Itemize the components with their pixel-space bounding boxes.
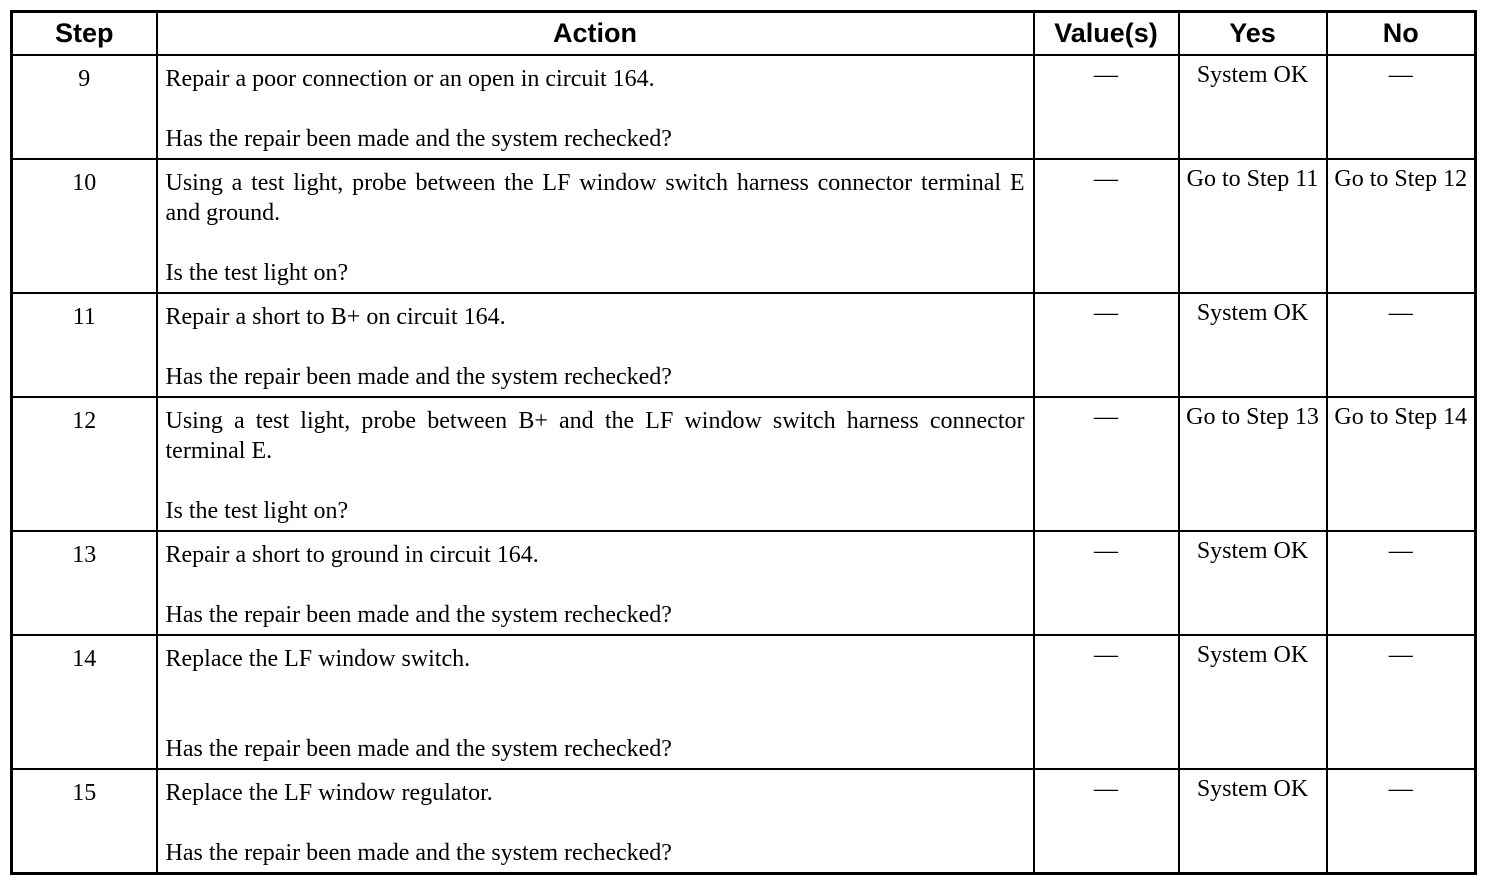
- action-cell: [157, 397, 1034, 531]
- action-question: Has the repair been made and the system rechecked?: [165, 126, 672, 152]
- yes-result: System OK: [1179, 635, 1327, 769]
- no-result: —: [1327, 769, 1476, 874]
- yes-result: System OK: [1179, 531, 1327, 635]
- action-cell: [157, 293, 1034, 397]
- yes-result: System OK: [1179, 55, 1327, 159]
- step-number: 12: [12, 397, 157, 531]
- action-question: Has the repair been made and the system rechecked?: [165, 364, 672, 390]
- action-text: Using a test light, probe between B+ and the LF window switch harness connector terminal E.: [165, 408, 1025, 464]
- table-header: [12, 12, 1476, 56]
- yes-result: System OK: [1179, 769, 1327, 874]
- diagnostic-table-container: [10, 10, 1477, 875]
- value-cell: —: [1034, 397, 1179, 531]
- action-column-header: Action: [157, 12, 1034, 56]
- step-number: 14: [12, 635, 157, 769]
- step-number: 10: [12, 159, 157, 293]
- action-text: Repair a poor connection or an open in circuit 164.: [165, 66, 655, 92]
- table-row: [12, 531, 1476, 635]
- action-cell: [157, 635, 1034, 769]
- table-row: [12, 397, 1476, 531]
- no-result: Go to Step 14: [1327, 397, 1476, 531]
- table-body: [12, 55, 1476, 874]
- action-question: Is the test light on?: [165, 260, 349, 286]
- action-question: Has the repair been made and the system rechecked?: [165, 602, 672, 628]
- action-text: Replace the LF window regulator.: [165, 780, 493, 806]
- action-text: Repair a short to B+ on circuit 164.: [165, 304, 506, 330]
- value-cell: —: [1034, 635, 1179, 769]
- no-result: —: [1327, 635, 1476, 769]
- step-column-header: Step: [12, 12, 157, 56]
- yes-result: System OK: [1179, 293, 1327, 397]
- action-cell: [157, 55, 1034, 159]
- step-number: 13: [12, 531, 157, 635]
- header-row: [12, 12, 1476, 56]
- step-number: 9: [12, 55, 157, 159]
- no-column-header: No: [1327, 12, 1476, 56]
- step-number: 15: [12, 769, 157, 874]
- value-cell: —: [1034, 159, 1179, 293]
- action-question: Has the repair been made and the system rechecked?: [165, 840, 672, 866]
- table-row: [12, 159, 1476, 293]
- no-result: Go to Step 12: [1327, 159, 1476, 293]
- value-cell: —: [1034, 531, 1179, 635]
- table-row: [12, 635, 1476, 769]
- table-row: [12, 293, 1476, 397]
- action-cell: [157, 769, 1034, 874]
- table-row: [12, 55, 1476, 159]
- value-cell: —: [1034, 55, 1179, 159]
- no-result: —: [1327, 293, 1476, 397]
- action-text: Using a test light, probe between the LF window switch harness connector terminal E and ground.: [165, 170, 1025, 226]
- no-result: —: [1327, 55, 1476, 159]
- action-question: Has the repair been made and the system rechecked?: [165, 736, 672, 762]
- diagnostic-table: [10, 10, 1477, 875]
- no-result: —: [1327, 531, 1476, 635]
- action-cell: [157, 531, 1034, 635]
- action-cell: [157, 159, 1034, 293]
- values-column-header: Value(s): [1034, 12, 1179, 56]
- yes-column-header: Yes: [1179, 12, 1327, 56]
- step-number: 11: [12, 293, 157, 397]
- value-cell: —: [1034, 769, 1179, 874]
- action-text: Replace the LF window switch.: [165, 646, 471, 672]
- value-cell: —: [1034, 293, 1179, 397]
- action-text: Repair a short to ground in circuit 164.: [165, 542, 539, 568]
- action-question: Is the test light on?: [165, 498, 349, 524]
- yes-result: Go to Step 11: [1179, 159, 1327, 293]
- table-row: [12, 769, 1476, 874]
- yes-result: Go to Step 13: [1179, 397, 1327, 531]
